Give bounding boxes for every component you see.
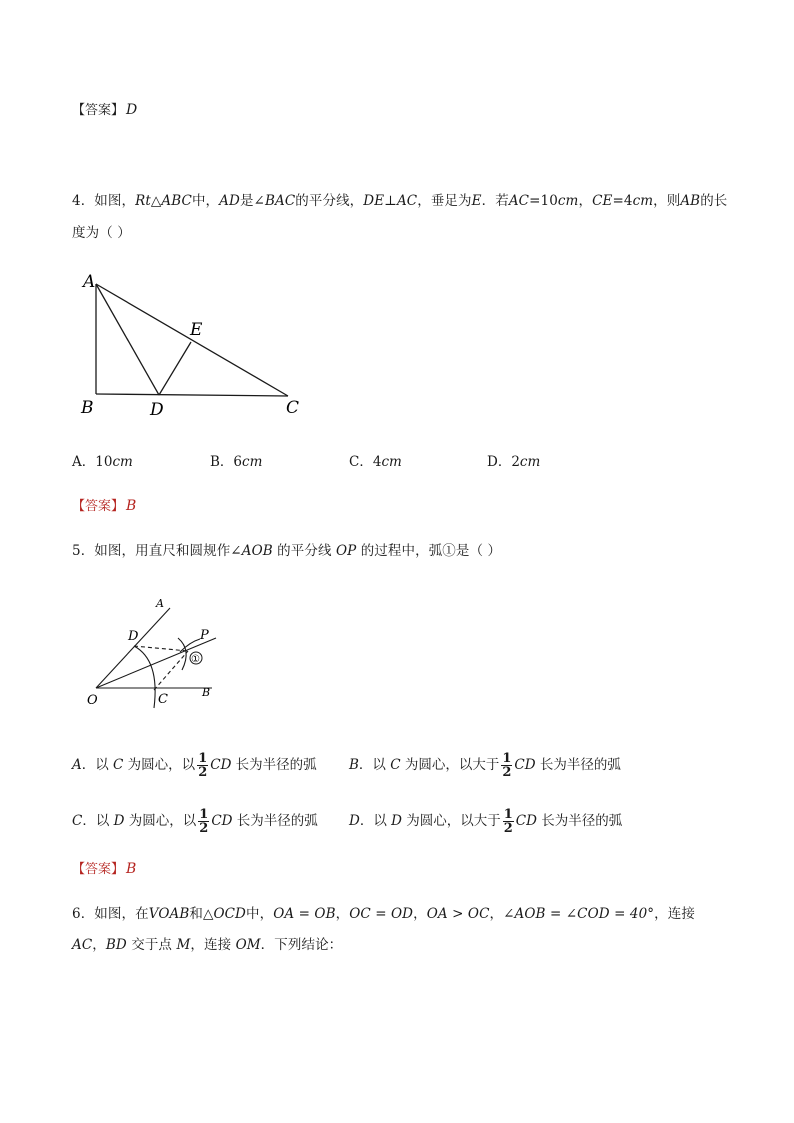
numerator: 1	[502, 751, 512, 766]
option-letter: D	[349, 813, 360, 829]
answer-value: D	[126, 102, 138, 118]
label-a: A	[156, 597, 164, 610]
math: CD	[210, 757, 232, 773]
math: BD	[105, 937, 127, 953]
text: ，	[489, 906, 504, 922]
text: ，	[92, 937, 106, 953]
label-e: E	[190, 320, 203, 340]
text: 长为半径的弧	[536, 813, 623, 829]
label-c: C	[286, 398, 300, 418]
answer-value: B	[126, 498, 137, 514]
label-d: D	[150, 400, 164, 420]
text: ．以	[358, 757, 391, 773]
numerator: 1	[503, 807, 513, 822]
option-value: 10	[95, 454, 113, 470]
q5-option-a[interactable]	[72, 752, 317, 779]
text: 为圆心，以	[123, 757, 196, 773]
math: CE	[592, 193, 613, 209]
text: ，	[413, 906, 427, 922]
q5-option-d[interactable]	[349, 808, 622, 835]
q4-option-a[interactable]: A．10cm	[72, 454, 133, 470]
label-p: P	[200, 628, 209, 643]
math: Rt	[135, 193, 151, 209]
text: ，则	[653, 193, 681, 209]
label-b: B	[81, 398, 94, 418]
segment-ad	[96, 284, 159, 395]
q5-bisector-figure	[82, 592, 232, 714]
math: cm	[632, 193, 654, 209]
text: 为圆心，以	[124, 813, 197, 829]
answer-value: B	[126, 861, 137, 877]
option-letter: C	[72, 813, 83, 829]
math: D	[113, 813, 125, 829]
text: ，垂足为	[417, 193, 472, 209]
fraction	[501, 752, 512, 779]
q4-option-d[interactable]: D．2cm	[487, 454, 541, 470]
question-6-line-2	[72, 935, 342, 955]
option-unit: cm	[242, 454, 263, 470]
text: ．以	[359, 813, 392, 829]
denominator: 2	[199, 821, 209, 836]
option-value: 4	[372, 454, 382, 470]
text: ．如图，	[80, 193, 136, 209]
denominator: 2	[198, 765, 208, 780]
answer-label: 【答案】	[72, 103, 125, 118]
math: AC	[508, 193, 530, 209]
option-unit: cm	[381, 454, 402, 470]
text: 为圆心，以大于	[401, 813, 501, 829]
text: 长为半径的弧	[232, 813, 318, 829]
math: AOB	[241, 543, 273, 559]
text: ．若	[481, 193, 509, 209]
text: ．下列结论：	[260, 937, 343, 953]
text: 的平分线，	[295, 193, 364, 209]
option-letter: C	[349, 454, 360, 470]
text: ．如图，在	[80, 906, 149, 922]
option-letter: A	[72, 454, 82, 470]
segment-ac	[96, 284, 288, 396]
text: 的平分线	[272, 543, 336, 559]
math: AC	[396, 193, 418, 209]
numerator: 1	[198, 751, 208, 766]
text: 的长	[700, 193, 728, 209]
math: E	[471, 193, 482, 209]
text: =4	[612, 193, 633, 209]
arc-one	[178, 638, 186, 670]
text: ．以	[82, 813, 114, 829]
numerator: 1	[199, 807, 209, 822]
answer-q3	[72, 100, 137, 121]
option-letter: B	[349, 757, 359, 773]
question-5-line-1	[72, 541, 501, 561]
text: ⊥	[384, 193, 397, 209]
fraction	[503, 808, 514, 835]
math: CD	[514, 757, 536, 773]
answer-q4	[72, 496, 136, 517]
text: △	[150, 193, 162, 209]
math: OP	[335, 543, 357, 559]
label-d: D	[128, 629, 139, 644]
question-number: 6	[72, 906, 81, 922]
math: OCD	[213, 906, 246, 922]
text: 和△	[189, 906, 214, 922]
text: 为圆心，以大于	[400, 757, 500, 773]
math: cm	[557, 193, 579, 209]
math: ∠AOB = ∠COD = 40°	[503, 906, 655, 922]
question-4-line-1	[72, 191, 727, 211]
math: C	[113, 757, 124, 773]
text: ，连接	[190, 937, 236, 953]
answer-q5	[72, 859, 136, 880]
math: DE	[363, 193, 385, 209]
denominator: 2	[502, 765, 512, 780]
q5-option-c[interactable]	[72, 808, 318, 835]
label-c: C	[158, 692, 168, 707]
math: OA > OC	[426, 906, 490, 922]
dashed-dp	[134, 646, 188, 651]
segment-bc	[96, 394, 288, 396]
text: 是∠	[239, 193, 265, 209]
text: ，	[335, 906, 350, 922]
question-number: 5	[72, 543, 81, 559]
q4-triangle-figure	[76, 268, 316, 420]
option-letter: A	[72, 757, 82, 773]
math: OM	[235, 937, 261, 953]
text: ，	[578, 193, 593, 209]
arc-center-o	[134, 646, 155, 708]
answer-label: 【答案】	[72, 499, 125, 514]
math: C	[390, 757, 401, 773]
text: 中，	[191, 193, 220, 209]
option-value: 2	[511, 454, 520, 470]
option-letter: B	[210, 454, 220, 470]
math: CD	[515, 813, 537, 829]
text: =10	[529, 193, 558, 209]
text: ．如图，用直尺和圆规作∠	[80, 543, 242, 559]
question-6-line-1	[72, 904, 695, 924]
denominator: 2	[503, 821, 513, 836]
q4-option-b[interactable]: B．6cm	[210, 454, 263, 470]
text: ，连接	[654, 906, 695, 922]
segment-de	[159, 342, 191, 395]
q5-option-b[interactable]	[349, 752, 621, 779]
text: 的过程中，弧①是（ ）	[356, 543, 502, 559]
answer-label: 【答案】	[72, 862, 125, 877]
math: OA = OB	[273, 906, 336, 922]
question-number: 4	[72, 193, 81, 209]
label-a: A	[83, 272, 96, 292]
fraction	[198, 808, 209, 835]
option-letter: D	[487, 454, 498, 470]
math: D	[391, 813, 402, 829]
math: AB	[680, 193, 701, 209]
math: M	[176, 937, 191, 953]
text: 长为半径的弧	[231, 757, 317, 773]
option-value: 6	[233, 454, 243, 470]
text: ．以	[81, 757, 114, 773]
math: AC	[72, 937, 93, 953]
text: 中，	[245, 906, 274, 922]
label-arc-one: ①	[191, 654, 200, 665]
q4-option-c[interactable]: C．4cm	[349, 454, 402, 470]
math: AD	[219, 193, 240, 209]
math: OC = OD	[349, 906, 414, 922]
label-b: B	[202, 686, 211, 699]
math: BAC	[264, 193, 296, 209]
question-4-line-2: 度为（ ）	[72, 225, 131, 241]
option-unit: cm	[112, 454, 133, 470]
text: 长为半径的弧	[535, 757, 621, 773]
math: VOAB	[148, 906, 190, 922]
math: CD	[211, 813, 233, 829]
math: ABC	[161, 193, 192, 209]
option-unit: cm	[519, 454, 541, 470]
text: 交于点	[126, 937, 177, 953]
fraction	[197, 752, 208, 779]
label-o: O	[87, 693, 98, 708]
